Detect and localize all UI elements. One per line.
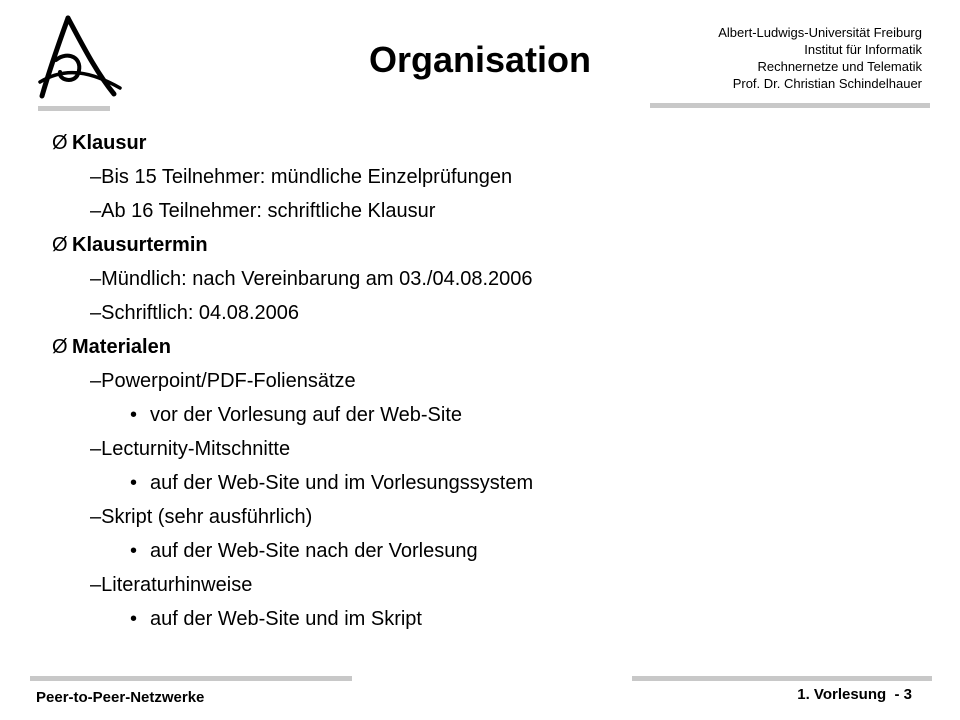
institution-line: Institut für Informatik bbox=[804, 42, 922, 57]
section-heading-text: Klausur bbox=[72, 132, 147, 154]
section-heading-text: Materialen bbox=[72, 336, 171, 358]
list-item bbox=[90, 368, 356, 394]
sub-list-item bbox=[130, 538, 478, 564]
dash-bullet-icon: – bbox=[90, 438, 102, 460]
section-heading bbox=[52, 334, 171, 360]
header-divider-left bbox=[38, 106, 110, 111]
list-item-text: Lecturnity-Mitschnitte bbox=[101, 438, 291, 460]
list-item-text: Mündlich: nach Vereinbarung am 03./04.08.2006 bbox=[101, 268, 533, 290]
list-item-text: Skript (sehr ausführlich) bbox=[101, 506, 313, 528]
sub-list-item bbox=[130, 402, 462, 428]
footer-divider-left bbox=[30, 676, 352, 681]
sub-list-item bbox=[130, 606, 422, 632]
sub-list-item bbox=[130, 470, 533, 496]
list-item bbox=[90, 300, 299, 326]
section-heading-text: Klausurtermin bbox=[72, 234, 208, 256]
list-item-text: Literaturhinweise bbox=[101, 574, 253, 596]
list-item bbox=[90, 572, 252, 598]
list-item-text: Powerpoint/PDF-Foliensätze bbox=[101, 370, 356, 392]
dash-bullet-icon: – bbox=[90, 268, 102, 290]
sub-list-item-text: auf der Web-Site und im Vorlesungssystem bbox=[150, 472, 534, 494]
institution-line: Albert-Ludwigs-Universität Freiburg bbox=[718, 25, 922, 40]
list-item bbox=[90, 436, 290, 462]
footer-divider-right bbox=[632, 676, 932, 681]
dot-bullet-icon: • bbox=[130, 608, 138, 630]
sub-list-item-text: auf der Web-Site nach der Vorlesung bbox=[150, 540, 478, 562]
list-item-text: Bis 15 Teilnehmer: mündliche Einzelprüfungen bbox=[101, 166, 513, 188]
institution-line: Rechnernetze und Telematik bbox=[757, 59, 922, 74]
list-item bbox=[90, 198, 435, 224]
dash-bullet-icon: – bbox=[90, 200, 102, 222]
dot-bullet-icon: • bbox=[130, 472, 138, 494]
page-title: Organisation bbox=[368, 39, 592, 80]
arrow-bullet-icon: Ø bbox=[52, 132, 68, 154]
arrow-bullet-icon: Ø bbox=[52, 336, 68, 358]
section-heading bbox=[52, 130, 146, 156]
slide-number: 1. Vorlesung - 3 bbox=[797, 686, 912, 703]
list-item bbox=[90, 266, 533, 292]
list-item bbox=[90, 504, 312, 530]
arrow-bullet-icon: Ø bbox=[52, 234, 68, 256]
list-item-text: Schriftlich: 04.08.2006 bbox=[101, 302, 300, 324]
list-item-text: Ab 16 Teilnehmer: schriftliche Klausur bbox=[101, 200, 436, 222]
dash-bullet-icon: – bbox=[90, 166, 102, 188]
institution-line: Prof. Dr. Christian Schindelhauer bbox=[732, 76, 922, 91]
section-heading bbox=[52, 232, 208, 258]
sub-list-item-text: auf der Web-Site und im Skript bbox=[150, 608, 422, 630]
header-divider-right bbox=[650, 103, 930, 108]
dot-bullet-icon: • bbox=[130, 404, 138, 426]
list-item bbox=[90, 164, 512, 190]
institution-block bbox=[718, 24, 922, 92]
dot-bullet-icon: • bbox=[130, 540, 138, 562]
dash-bullet-icon: – bbox=[90, 302, 102, 324]
dash-bullet-icon: – bbox=[90, 370, 102, 392]
dash-bullet-icon: – bbox=[90, 506, 102, 528]
sub-list-item-text: vor der Vorlesung auf der Web-Site bbox=[150, 404, 463, 426]
dash-bullet-icon: – bbox=[90, 574, 102, 596]
course-name: Peer-to-Peer-Netzwerke bbox=[36, 689, 205, 706]
